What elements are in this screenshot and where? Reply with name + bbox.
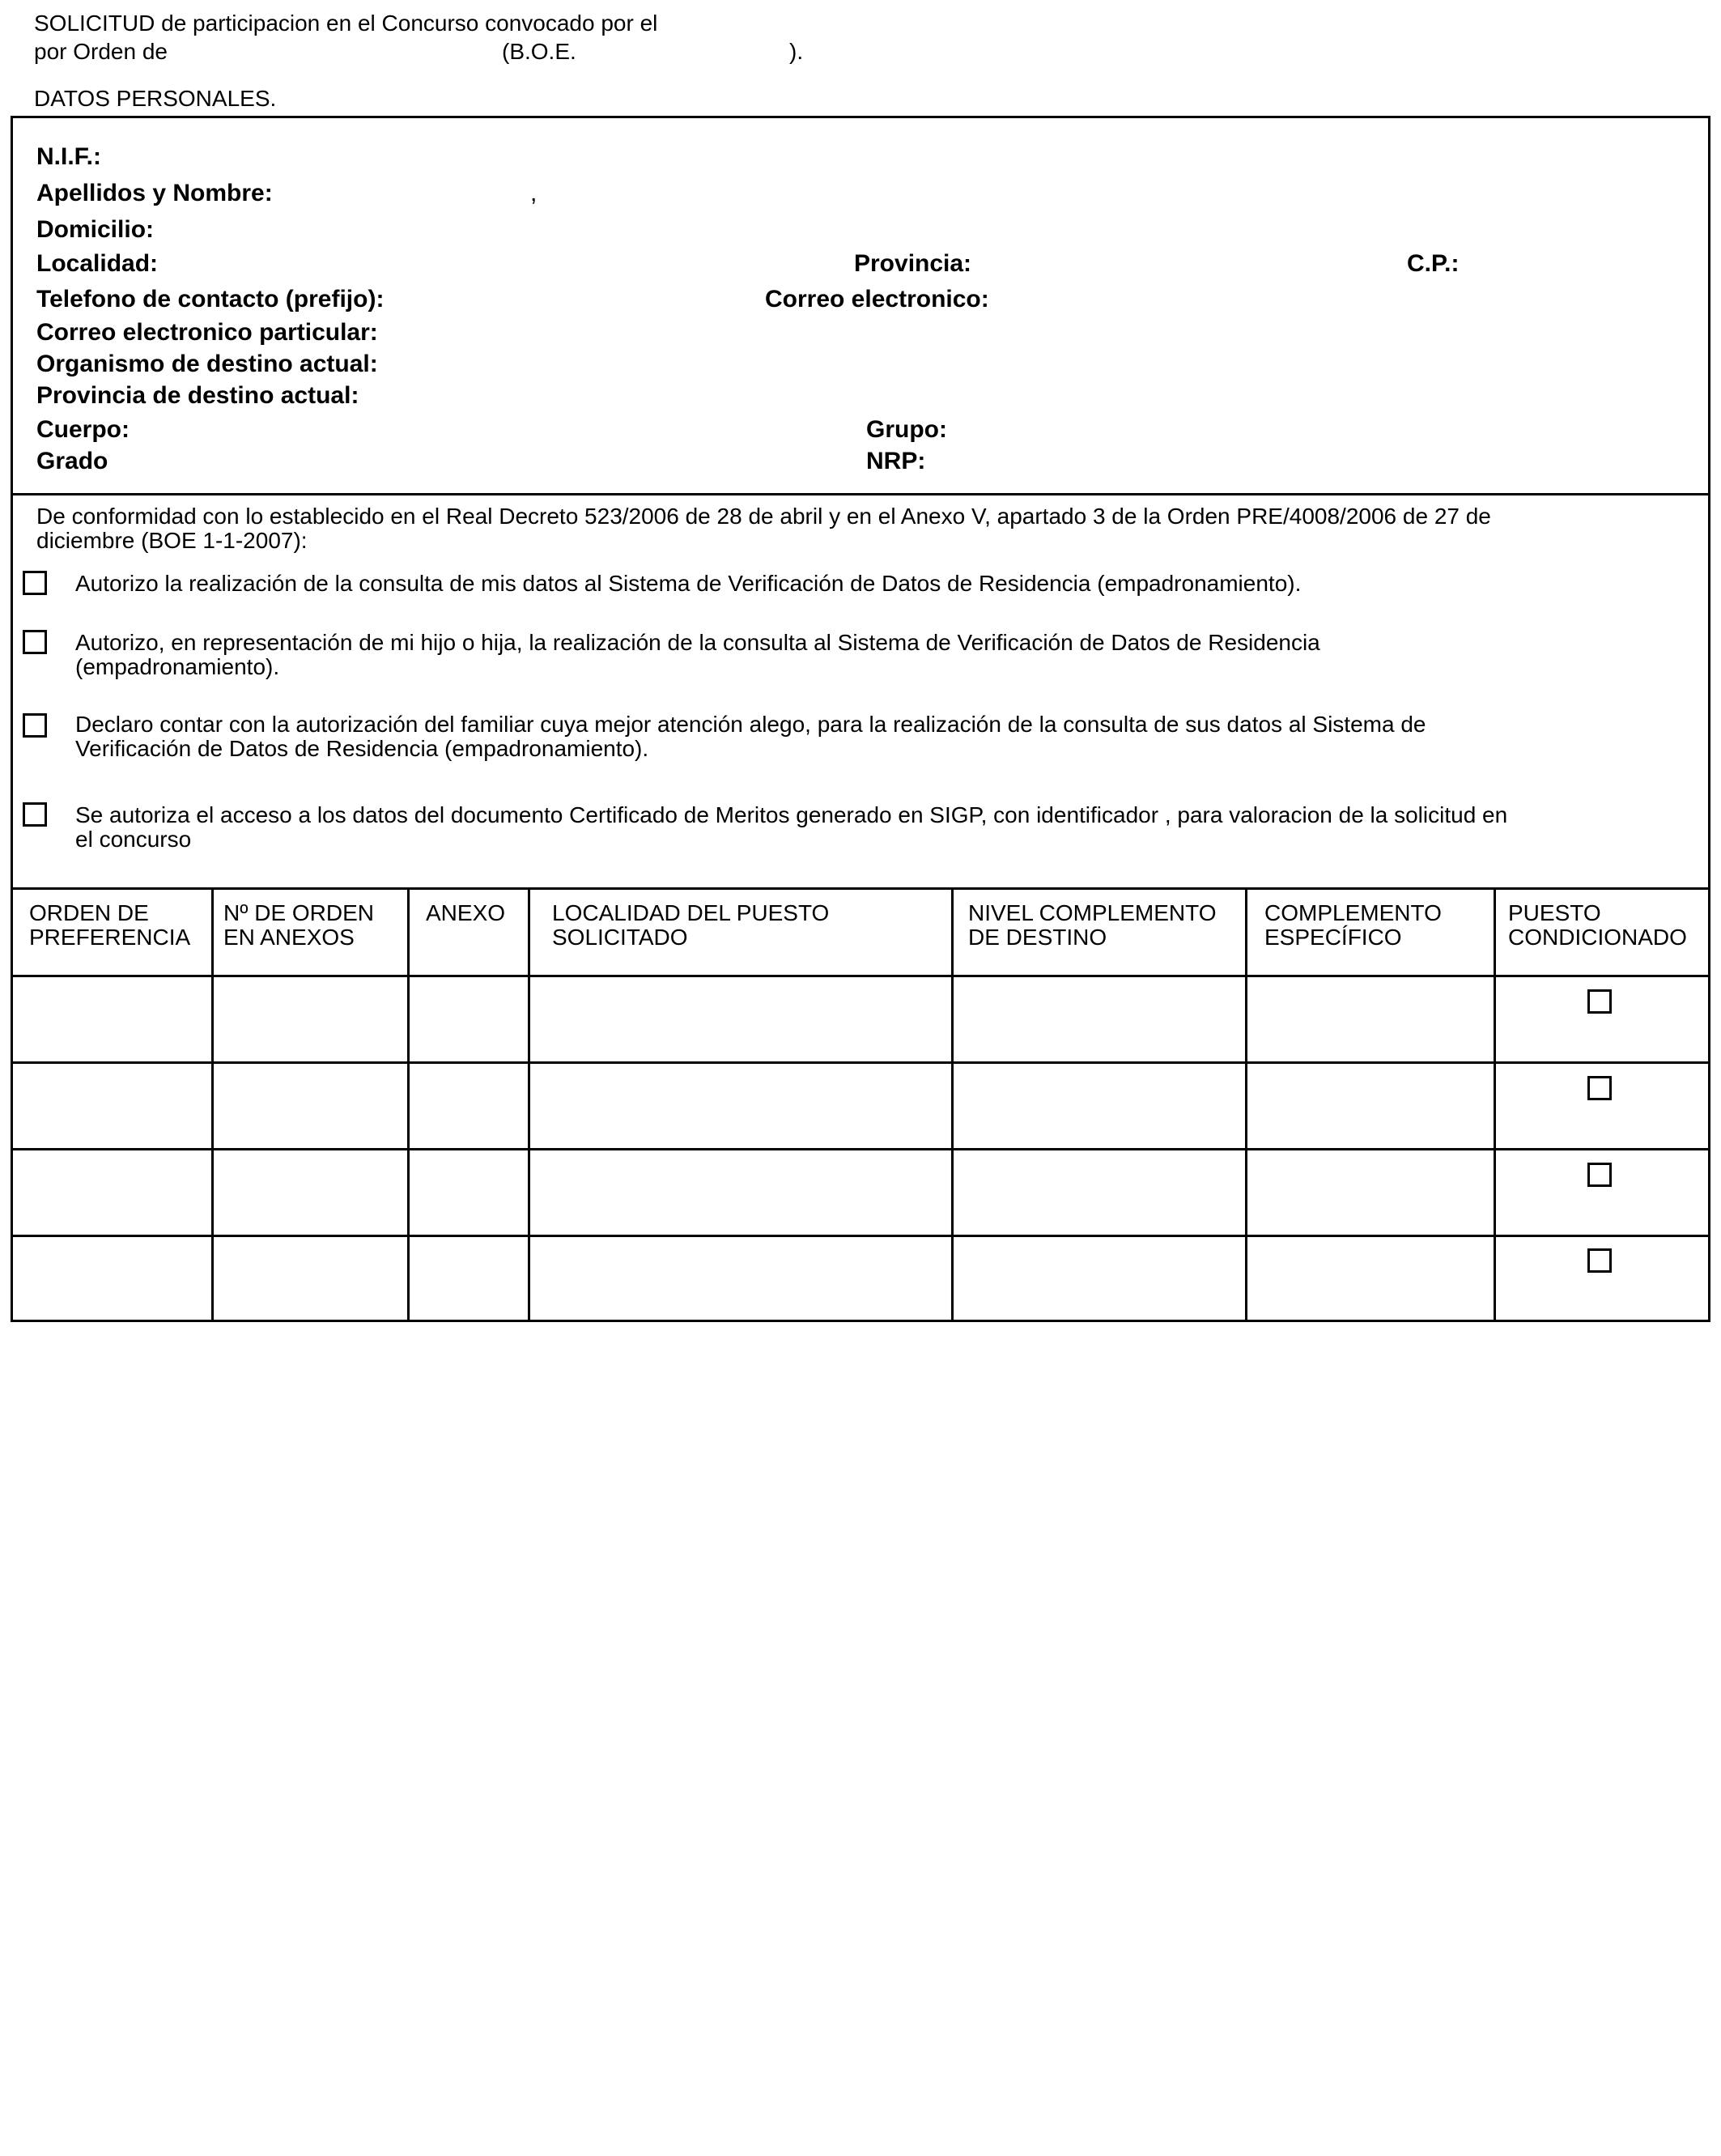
table-col-divider-3 bbox=[528, 887, 530, 1322]
th-line: COMPLEMENTO bbox=[1264, 900, 1442, 925]
th-line: PREFERENCIA bbox=[29, 925, 191, 950]
grupo-label: Grupo: bbox=[866, 416, 947, 443]
th-puesto-condicionado bbox=[1508, 901, 1687, 950]
table-col-divider-4 bbox=[951, 887, 954, 1322]
nombre-separator: , bbox=[530, 180, 538, 206]
correo-label: Correo electronico: bbox=[765, 286, 989, 313]
th-numero-orden bbox=[223, 901, 374, 950]
section-title: DATOS PERSONALES. bbox=[34, 86, 277, 111]
puesto-condicionado-checkbox-4[interactable] bbox=[1587, 1248, 1612, 1273]
th-line: ORDEN DE bbox=[29, 900, 149, 925]
puesto-condicionado-checkbox-3[interactable] bbox=[1587, 1163, 1612, 1187]
table-col-divider-1 bbox=[211, 887, 214, 1322]
th-line: DE DESTINO bbox=[968, 925, 1107, 950]
table-col-divider-2 bbox=[407, 887, 410, 1322]
table-header-border bbox=[11, 975, 1710, 977]
provincia-label: Provincia: bbox=[854, 250, 972, 277]
th-line: NIVEL COMPLEMENTO bbox=[968, 900, 1217, 925]
consent-text-1: Autorizo la realización de la consulta de mis datos al Sistema de Verificación de Datos de Residencia (empadronamiento). bbox=[75, 571, 1302, 596]
consent-checkbox-4[interactable] bbox=[23, 802, 47, 827]
consent-text-4: Se autoriza el acceso a los datos del documento Certificado de Meritos generado en SIGP, con identificador , para valoracion de la solicitud en bbox=[75, 802, 1508, 827]
orden-label: por Orden de bbox=[34, 39, 168, 64]
telefono-label: Telefono de contacto (prefijo): bbox=[36, 286, 385, 313]
th-line: PUESTO bbox=[1508, 900, 1601, 925]
correo-particular-label: Correo electronico particular: bbox=[36, 319, 378, 346]
consent-text-3: Declaro contar con la autorización del familiar cuya mejor atención alego, para la realización de la consulta de sus datos al Sistema de bbox=[75, 712, 1426, 737]
th-line: SOLICITADO bbox=[552, 925, 688, 950]
table-row-border-2 bbox=[11, 1148, 1710, 1150]
consent-text-2: Autorizo, en representación de mi hijo o hija, la realización de la consulta al Sistema de Verificación de Datos de Residencia bbox=[75, 630, 1320, 655]
th-orden-preferencia bbox=[29, 901, 190, 950]
th-line: ESPECÍFICO bbox=[1264, 925, 1402, 950]
cuerpo-label: Cuerpo: bbox=[36, 416, 130, 443]
table-row-border-1 bbox=[11, 1061, 1710, 1064]
table-col-divider-6 bbox=[1494, 887, 1496, 1322]
nrp-label: NRP: bbox=[866, 448, 926, 474]
consent-checkbox-2[interactable] bbox=[23, 630, 47, 654]
th-line: ANEXO bbox=[426, 900, 506, 925]
th-localidad bbox=[552, 901, 829, 950]
consent-text-4b: el concurso bbox=[75, 827, 192, 852]
th-nivel-complemento bbox=[968, 901, 1217, 950]
provincia-destino-label: Provincia de destino actual: bbox=[36, 382, 359, 409]
cp-label: C.P.: bbox=[1407, 250, 1460, 277]
th-complemento-especifico bbox=[1264, 901, 1442, 950]
th-anexo bbox=[426, 901, 505, 925]
boe-close: ). bbox=[789, 39, 804, 64]
consent-text-2b: (empadronamiento). bbox=[75, 654, 280, 679]
puesto-condicionado-checkbox-1[interactable] bbox=[1587, 989, 1612, 1014]
grado-label: Grado bbox=[36, 448, 108, 474]
nombre-label: Apellidos y Nombre: bbox=[36, 180, 273, 206]
nif-label: N.I.F.: bbox=[36, 143, 101, 170]
domicilio-label: Domicilio: bbox=[36, 216, 155, 243]
boe-label: (B.O.E. bbox=[502, 39, 576, 64]
table-row-border-3 bbox=[11, 1235, 1710, 1237]
form-title: SOLICITUD de participacion en el Concurso convocado por el bbox=[34, 11, 658, 36]
consent-text-3b: Verificación de Datos de Residencia (empadronamiento). bbox=[75, 736, 649, 761]
th-line: LOCALIDAD DEL PUESTO bbox=[552, 900, 830, 925]
consent-intro: De conformidad con lo establecido en el Real Decreto 523/2006 de 28 de abril y en el Anexo V, apartado 3 de la Orden PRE/4008/2006 de 27 de bbox=[36, 504, 1491, 529]
table-col-divider-5 bbox=[1245, 887, 1247, 1322]
consent-checkbox-1[interactable] bbox=[23, 571, 47, 595]
consent-checkbox-3[interactable] bbox=[23, 713, 47, 738]
table-top-border bbox=[11, 887, 1710, 890]
puesto-condicionado-checkbox-2[interactable] bbox=[1587, 1076, 1612, 1100]
th-line: CONDICIONADO bbox=[1508, 925, 1687, 950]
th-line: EN ANEXOS bbox=[223, 925, 355, 950]
th-line: Nº DE ORDEN bbox=[223, 900, 375, 925]
section-divider bbox=[11, 493, 1710, 495]
localidad-label: Localidad: bbox=[36, 250, 159, 277]
organismo-label: Organismo de destino actual: bbox=[36, 351, 378, 377]
consent-intro-2: diciembre (BOE 1-1-2007): bbox=[36, 528, 308, 553]
